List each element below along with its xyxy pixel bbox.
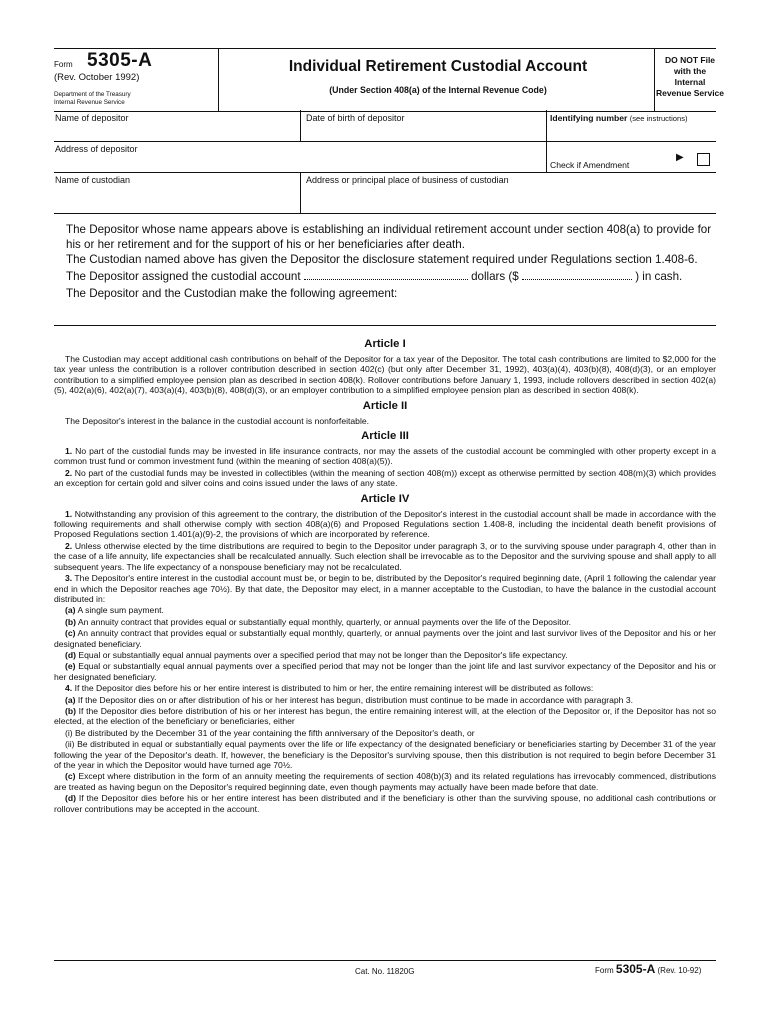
article-paragraph <box>54 446 716 467</box>
form-number: 5305-A <box>87 50 153 71</box>
do-not-file-line: with the <box>673 66 707 76</box>
paragraph-number: 4. <box>65 683 73 694</box>
article-paragraph <box>54 541 716 572</box>
paragraph-text: Be distributed by the December 31 of the year containing the fifth anniversary of the Depositor's death, or <box>75 727 475 738</box>
paragraph-number: (c) <box>65 628 76 639</box>
paragraph-text: The Depositor's entire interest in the custodial account must be, or begin to be, distributed by the Depositor's required beginning date, (April 1 following the calendar year end in which the Depositor reaches age 70½). By that date, the Depositor may elect, in a manner acceptable to the Custodian, to have the balance in the custodial account distributed in: <box>54 573 717 604</box>
paragraph-number: (a) <box>65 605 76 616</box>
paragraph-number: 2. <box>65 467 73 478</box>
paragraph-text: Unless otherwise elected by the time distributions are required to begin to the Depositor under paragraph 3, or to the surviving spouse under paragraph 4, other than in the case of a life annuity, life expectancies shall be recalculated annually. Such election shall be irrevocable as to the Depositor and the surviving spouse and shall apply to all subsequent years. The life expectancy of a nonspouse beneficiary may not be recalculated. <box>54 540 716 572</box>
article-paragraph <box>54 683 716 693</box>
footer-divider <box>54 960 716 961</box>
paragraph-number: (d) <box>65 793 76 804</box>
amendment-checkbox[interactable] <box>697 153 710 166</box>
identifying-number-field[interactable] <box>550 113 688 123</box>
divider <box>300 172 301 213</box>
paragraph-number: (b) <box>65 616 76 627</box>
divider <box>54 325 716 326</box>
form-subtitle: (Under Section 408(a) of the Internal Revenue Code) <box>329 85 547 95</box>
article-paragraph <box>54 573 716 604</box>
footer-form-word: Form <box>595 966 614 975</box>
footer-revision: (Rev. 10-92) <box>657 966 702 975</box>
article-heading: Article II <box>362 399 408 412</box>
paragraph-text: An annuity contract that provides equal or substantially equal monthly, quarterly, or annual payments over the joint and last survivor lives of the Depositor and his or her designated beneficiary. <box>54 628 716 649</box>
form-header <box>54 48 725 112</box>
paragraph-text: Except where distribution in the form of an annuity meeting the requirements of section 408(b)(3) and its related regulations has irrevocably commenced, distributions are treated as having begun on the Depositor's required beginning date, even though payments may actually have been made before that date. <box>54 771 716 792</box>
article-paragraph <box>54 468 716 489</box>
divider <box>546 141 547 172</box>
agreement-articles <box>54 334 716 815</box>
article-paragraph <box>54 706 716 727</box>
paragraph-text: No part of the custodial funds may be invested in life insurance contracts, nor may the assets of the custodial account be commingled with other property except in a common trust fund or common investment fund (within the meaning of section 408(a)(5)). <box>54 446 716 467</box>
paragraph-number: (ii) <box>65 739 75 750</box>
do-not-file-line: Revenue Service <box>655 88 725 98</box>
identifying-number-label: Identifying number <box>550 113 628 123</box>
check-if-amendment-label: Check if Amendment <box>550 160 630 170</box>
paragraph-number: 2. <box>65 540 73 551</box>
paragraph-number: (d) <box>65 649 76 660</box>
amount-dollars-field[interactable] <box>522 269 632 280</box>
article-paragraph <box>54 605 716 615</box>
name-of-custodian-field[interactable]: Name of custodian <box>55 175 131 185</box>
article-paragraph <box>54 617 716 627</box>
paragraph-text: An annuity contract that provides equal or substantially equal monthly, quarterly, or annual payments over the life of the Depositor. <box>77 616 572 627</box>
do-not-file-line: DO NOT File <box>664 55 716 65</box>
paragraph-number: (a) <box>65 694 76 705</box>
divider <box>54 172 716 173</box>
department-line: Department of the Treasury <box>54 91 131 98</box>
department-block <box>54 91 131 107</box>
form-revision: (Rev. October 1992) <box>54 72 140 83</box>
article-paragraph <box>54 728 716 738</box>
amount-text-mid: dollars ($ <box>471 270 519 283</box>
form-title: Individual Retirement Custodial Account <box>288 58 588 75</box>
amount-text-end: ) in cash. <box>635 270 683 283</box>
paragraph-text: A single sum payment. <box>77 605 164 616</box>
paragraph-number: 1. <box>65 508 73 519</box>
catalog-number: Cat. No. 11820G <box>355 967 415 976</box>
paragraph-number: (e) <box>65 661 76 672</box>
title-block <box>218 49 670 111</box>
paragraph-number: 3. <box>65 573 73 584</box>
form-id-block <box>54 49 219 111</box>
paragraph-text: No part of the custodial funds may be invested in collectibles (within the meaning of section 408(m)) except as otherwise permitted by section 408(m)(3) which provides an exception for certain gold and silver coins and coins issued under the laws of any state. <box>54 467 717 489</box>
paragraph-text: If the Depositor dies before distribution of his or her interest has begun, the entire remaining interest will, at the election of the Depositor or, if the Depositor has not so elected, at the election of the beneficiary or beneficiaries, either <box>54 705 717 727</box>
article-paragraph <box>54 650 716 660</box>
divider <box>54 141 716 142</box>
footer-form-id <box>595 962 701 976</box>
intro-section <box>54 222 718 301</box>
paragraph-number: (c) <box>65 771 76 782</box>
do-not-file-block <box>654 49 725 111</box>
agency-line: Internal Revenue Service <box>54 99 125 106</box>
article-heading: Article I <box>364 338 406 350</box>
date-of-birth-field[interactable]: Date of birth of depositor <box>306 113 405 123</box>
amount-text-start: The Depositor assigned the custodial account <box>66 270 301 283</box>
footer-form-number: 5305-A <box>615 962 656 976</box>
paragraph-text: Equal or substantially equal annual payments over a specified period that may not be longer than the Depositor's life expectancy. <box>78 649 568 660</box>
address-of-depositor-field[interactable]: Address of depositor <box>55 144 138 154</box>
amount-line <box>54 269 718 284</box>
intro-paragraph: The Depositor whose name appears above is establishing an individual retirement account under section 408(a) to provide for his or her retirement and for the support of his or her beneficiaries after death. <box>66 223 712 251</box>
intro-paragraph: The Depositor and the Custodian make the following agreement: <box>66 287 398 300</box>
article-paragraph: The Depositor's interest in the balance in the custodial account is nonforfeitable. <box>65 415 370 426</box>
intro-paragraph: The Custodian named above has given the Depositor the disclosure statement required under Regulations section 1.408-6. <box>66 253 698 266</box>
form-word: Form <box>54 60 73 69</box>
article-paragraph <box>54 739 716 770</box>
paragraph-number: (i) <box>65 727 73 738</box>
paragraph-text: Be distributed in equal or substantially equal payments over the life or life expectancy of the designated beneficiary or beneficiaries starting by December 31 of the year following the year of the Depositor's death. If, however, the beneficiary is the Depositor's surviving spouse, then this distribution is not required to begin before December 31 of the year in which the Depositor would have turned age 70½. <box>54 739 716 770</box>
paragraph-text: If the Depositor dies on or after distribution of his or her interest has begun, distribution must continue to be made in accordance with paragraph 3. <box>77 694 633 705</box>
article-paragraph <box>54 509 716 540</box>
paragraph-text: Equal or substantially equal annual payments over a specified period that may not be longer than the joint life and last survivor expectancy of the Depositor and his or her designated beneficiary. <box>54 661 717 682</box>
paragraph-number: 1. <box>65 446 73 457</box>
article-heading: Article III <box>361 430 409 443</box>
arrow-right-icon: ▶ <box>676 152 684 163</box>
paragraph-text: Notwithstanding any provision of this agreement to the contrary, the distribution of the Depositor's interest in the custodial account shall be made in accordance with the following requirements and shall otherwise comply with section 408(a)(6) and Proposed Regulations section 1.408-8, including the incidental death benefit provisions of Proposed Regulations section 1.401(a)(9)-2, the provisions of which are incorporated by reference. <box>54 508 716 540</box>
article-paragraph <box>54 793 716 814</box>
depositor-custodian-fields <box>54 110 716 214</box>
article-paragraph <box>54 771 716 792</box>
paragraph-text: If the Depositor dies before his or her entire interest is distributed to him or her, the entire remaining interest will be distributed as follows: <box>74 683 594 694</box>
paragraph-number: (b) <box>65 705 76 716</box>
do-not-file-line: Internal <box>674 77 706 87</box>
article-paragraph <box>54 695 716 705</box>
article-heading: Article IV <box>360 492 410 505</box>
paragraph-text: If the Depositor dies before his or her entire interest has been distributed and if the beneficiary is other than the surviving spouse, no additional cash contributions or rollover contributions may be accepted in the account. <box>54 793 717 814</box>
divider <box>300 110 301 141</box>
address-of-custodian-field[interactable]: Address or principal place of business of custodian <box>306 175 509 185</box>
amount-words-field[interactable] <box>304 269 468 280</box>
article-paragraph: The Custodian may accept additional cash contributions on behalf of the Depositor for a tax year of the Depositor. The total cash contributions are limited to $2,000 for the tax year unless the contribution is a rollover contribution described in section 402(c) (but only after December 31, 1992), 403(a)(4), 403(b)(8), 408(d)(3), or an employer contribution to a simplified employee pension plan as described in section 408(k). Rollover contributions before January 1, 1993, include rollovers described in section 402(a)(5), 402(a)(6), 402(a)(7), 403(a)(4), 403(b)(8), 408(d)(3), or an employer contribution to a simplified employee pension plan as described in section 408(k). <box>54 354 716 396</box>
do-not-file-notice <box>655 55 725 99</box>
identifying-number-note: (see instructions) <box>629 114 688 123</box>
article-paragraph <box>54 661 716 682</box>
article-paragraph <box>54 628 716 649</box>
name-of-depositor-field[interactable]: Name of depositor <box>55 113 129 123</box>
divider <box>546 110 547 141</box>
